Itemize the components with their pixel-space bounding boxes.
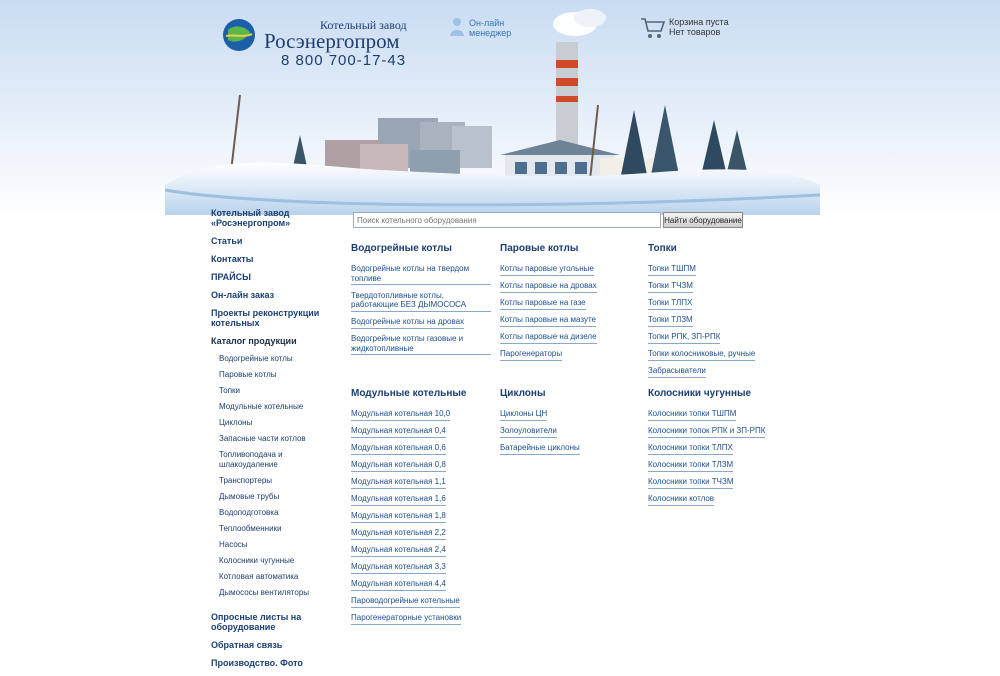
catalog-link[interactable]: Модульная котельная 1,8 [351, 511, 446, 523]
catalog-link[interactable]: Водогрейные котлы на дровах [351, 317, 464, 329]
sidebar-subitem[interactable]: Котловая автоматика [219, 572, 299, 581]
sidebar-item-production-photo[interactable]: Производство. Фото [211, 658, 303, 668]
catalog-link[interactable]: Золоуловители [500, 426, 557, 438]
catalog-group-cyclones [500, 388, 640, 460]
catalog-link[interactable]: Модульная котельная 2,2 [351, 528, 446, 540]
catalog-group-title[interactable]: Циклоны [500, 388, 546, 399]
catalog-link[interactable]: Модульная котельная 0,6 [351, 443, 446, 455]
user-icon [449, 17, 465, 37]
sidebar-subitem[interactable]: Насосы [219, 540, 248, 549]
sidebar-subitem[interactable]: Дымососы вентиляторы [219, 588, 310, 597]
catalog-link[interactable]: Топки ТЛПХ [648, 298, 692, 310]
catalog-link[interactable]: Модульная котельная 2,4 [351, 545, 446, 557]
catalog-link[interactable]: Парогенераторы [500, 349, 562, 361]
sidebar-subitem[interactable]: Паровые котлы [219, 370, 277, 379]
catalog-link[interactable]: Топки колосниковые, ручные [648, 349, 755, 361]
sidebar-item-online-order[interactable]: Он-лайн заказ [211, 290, 275, 300]
online-manager-line1: Он-лайн [469, 18, 505, 28]
catalog-link[interactable]: Модульная котельная 3,3 [351, 562, 446, 574]
catalog-link[interactable]: Модульная котельная 1,1 [351, 477, 446, 489]
catalog-link[interactable]: Модульная котельная 0,4 [351, 426, 446, 438]
search-bar [353, 212, 743, 228]
catalog-link[interactable]: Котлы паровые на мазуте [500, 315, 596, 327]
sidebar-item-articles[interactable]: Статьи [211, 236, 243, 246]
online-manager-link[interactable] [449, 17, 539, 41]
sidebar-subitem[interactable]: Топливоподача и шлакоудаление [219, 450, 283, 469]
cart-subtitle: Нет товаров [669, 27, 721, 37]
catalog-link[interactable]: Топки ТЧЗМ [648, 281, 693, 293]
catalog-group-cast-iron-grates [648, 388, 788, 511]
catalog-group-title[interactable]: Водогрейные котлы [351, 243, 452, 254]
globe-logo-icon [222, 18, 256, 52]
catalog-link[interactable]: Колосники топки ТЛПХ [648, 443, 733, 455]
catalog-link[interactable]: Топки ТЛЗМ [648, 315, 693, 327]
catalog-link[interactable]: Модульная котельная 0,8 [351, 460, 446, 472]
catalog-link[interactable]: Колосники топок РПК и ЗП-РПК [648, 426, 765, 438]
cart-widget[interactable] [640, 16, 760, 42]
sidebar-item-questionnaires[interactable]: Опросные листы на оборудование [211, 612, 302, 632]
online-manager-line2: менеджер [469, 28, 512, 38]
logo-title: Росэнергопром [264, 29, 400, 53]
catalog-link[interactable]: Котлы паровые угольные [500, 264, 594, 276]
catalog-link[interactable]: Твердотопливные котлы, работающие БЕЗ ДЫМОСОСА [351, 291, 491, 312]
sidebar-subitem[interactable]: Теплообменники [219, 524, 282, 533]
catalog-link[interactable]: Модульная котельная 4,4 [351, 579, 446, 591]
sidebar-subitem[interactable]: Водогрейные котлы [219, 354, 293, 363]
catalog-link[interactable]: Котлы паровые на газе [500, 298, 586, 310]
sidebar-subitem[interactable]: Модульные котельные [219, 402, 304, 411]
catalog-group-furnaces [648, 243, 788, 383]
search-button[interactable]: Найти оборудование [663, 212, 743, 228]
catalog-link[interactable]: Модульная котельная 1,6 [351, 494, 446, 506]
sidebar-item-projects[interactable]: Проекты реконструкции котельных [211, 308, 320, 328]
catalog-link[interactable]: Водогрейные котлы на твердом топливе [351, 264, 491, 285]
catalog-link[interactable]: Котлы паровые на дровах [500, 281, 597, 293]
online-manager-text [469, 18, 511, 38]
logo-subtitle: Котельный завод [320, 18, 407, 32]
catalog-link[interactable]: Забрасыватели [648, 366, 706, 378]
catalog-link[interactable]: Парогенераторные установки [351, 613, 461, 625]
sidebar-subitem[interactable]: Топки [219, 386, 241, 395]
catalog-link[interactable]: Циклоны ЦН [500, 409, 547, 421]
catalog-group-modular-boiler-houses [351, 388, 491, 630]
sidebar-item-feedback[interactable]: Обратная связь [211, 640, 283, 650]
search-input[interactable] [353, 212, 661, 228]
sidebar-item-contacts[interactable]: Контакты [211, 254, 254, 264]
header-banner [0, 0, 1000, 215]
catalog-group-title[interactable]: Паровые котлы [500, 243, 579, 254]
catalog-link[interactable]: Колосники топки ТШПМ [648, 409, 736, 421]
catalog-link[interactable]: Колосники топки ТЧЗМ [648, 477, 733, 489]
catalog-link[interactable]: Топки РПК, ЗП-РПК [648, 332, 720, 344]
catalog-link[interactable]: Топки ТШПМ [648, 264, 696, 276]
catalog-link[interactable]: Пароводогрейные котельные [351, 596, 460, 608]
sidebar-subitem[interactable]: Запасные части котлов [219, 434, 306, 443]
cart-title: Корзина пуста [669, 17, 729, 27]
cart-status [669, 17, 729, 37]
catalog-link[interactable]: Батарейные циклоны [500, 443, 580, 455]
catalog-group-title[interactable]: Модульные котельные [351, 388, 467, 399]
catalog-group-title[interactable]: Топки [648, 243, 677, 254]
catalog-link[interactable]: Колосники котлов [648, 494, 714, 506]
sidebar-subitem[interactable]: Водоподготовка [219, 508, 279, 517]
sidebar-subitem[interactable]: Циклоны [219, 418, 253, 427]
sidebar [211, 208, 341, 676]
catalog-link[interactable]: Модульная котельная 10,0 [351, 409, 450, 421]
catalog-group-title[interactable]: Колосники чугунные [648, 388, 752, 399]
catalog-link[interactable]: Котлы паровые на дизеле [500, 332, 597, 344]
catalog-group-steam-boilers [500, 243, 640, 366]
sidebar-subitem[interactable]: Транспортеры [219, 476, 273, 485]
sidebar-item-catalog[interactable]: Каталог продукции [211, 336, 297, 346]
catalog-group-water-boilers [351, 243, 491, 361]
sidebar-subitem[interactable]: Колосники чугунные [219, 556, 295, 565]
shopping-cart-icon [640, 16, 666, 40]
sidebar-item-prices[interactable]: ПРАЙСЫ [211, 272, 251, 282]
catalog-link[interactable]: Водогрейные котлы газовые и жидкотопливные [351, 334, 491, 355]
catalog-link[interactable]: Колосники топки ТЛЗМ [648, 460, 733, 472]
phone-number: 8 800 700-17-43 [281, 52, 407, 69]
sidebar-item-about[interactable]: Котельный завод «Росэнергопром» [211, 208, 291, 228]
sidebar-subitem[interactable]: Дымовые трубы [219, 492, 280, 501]
